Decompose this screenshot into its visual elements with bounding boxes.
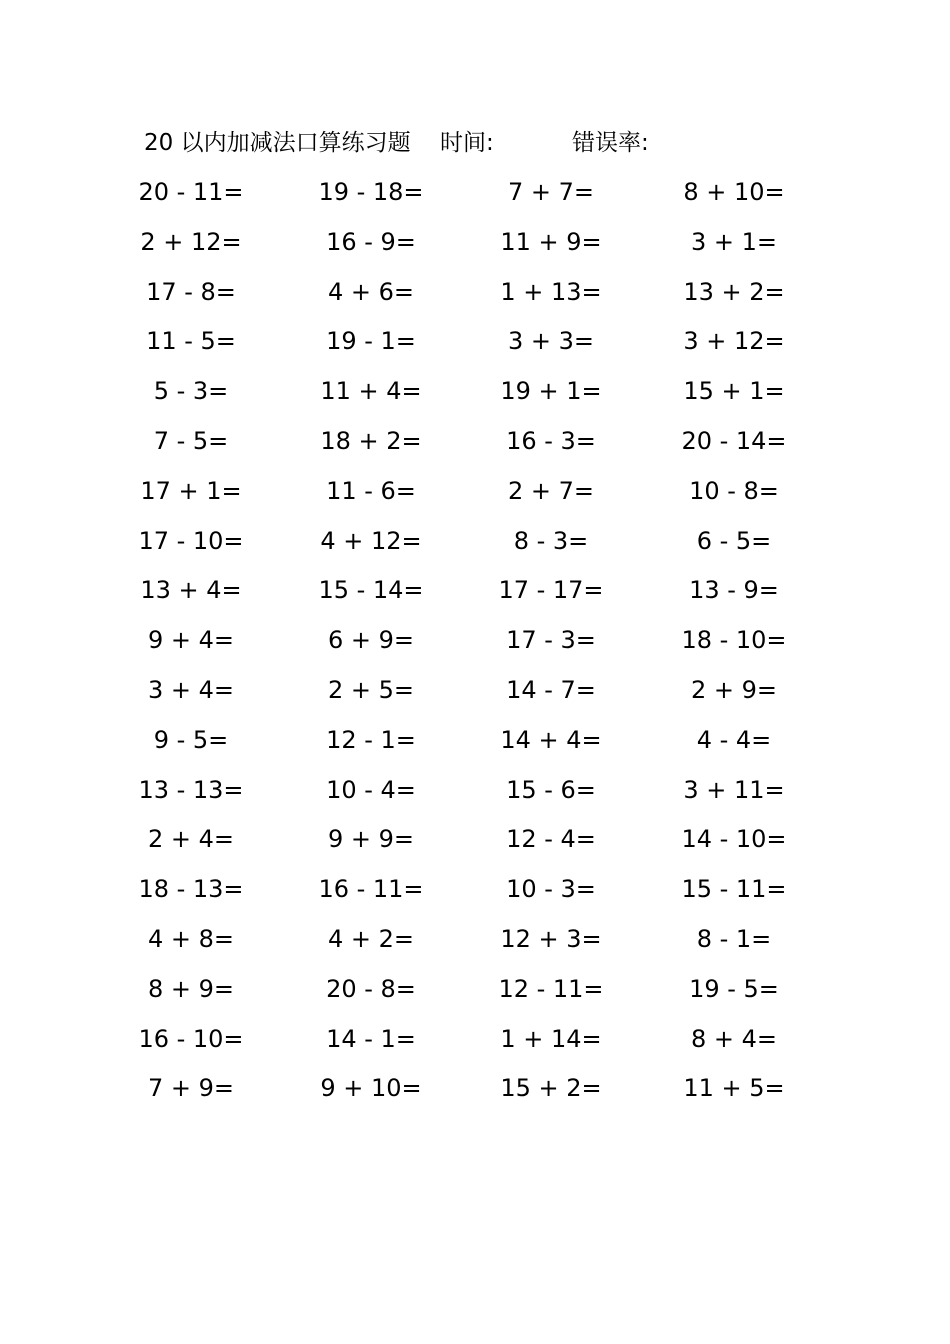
- problem-item: 16 - 10=: [138, 1024, 244, 1053]
- problem-item: 4 - 4=: [696, 725, 772, 754]
- problem-item: 12 - 1=: [326, 725, 416, 754]
- problem-row: [138, 521, 824, 571]
- problem-item: 6 + 9=: [327, 626, 414, 655]
- problem-row: [144, 919, 824, 969]
- problem-item: 20 - 11=: [138, 178, 244, 206]
- problem-row: [144, 272, 824, 322]
- problem-item: 17 + 1=: [140, 476, 242, 505]
- problem-item: 17 - 3=: [506, 626, 596, 655]
- problem-item: 11 - 5=: [146, 327, 236, 356]
- problem-item: 4 + 2=: [327, 924, 414, 953]
- problem-item: 10 - 4=: [326, 775, 416, 804]
- problem-item: 8 + 10=: [683, 178, 785, 206]
- problem-item: 19 - 18=: [318, 178, 424, 206]
- problem-row: [144, 819, 824, 869]
- problem-item: 3 + 1=: [690, 227, 777, 256]
- problem-item: 3 + 11=: [683, 775, 785, 804]
- problem-item: 3 + 4=: [147, 675, 234, 704]
- problem-item: 13 + 4=: [140, 576, 242, 605]
- problem-grid: [138, 172, 824, 1118]
- problem-item: 19 - 1=: [326, 327, 416, 356]
- problem-item: 20 - 8=: [326, 974, 416, 1003]
- problem-item: 8 + 4=: [690, 1024, 777, 1053]
- problem-item: 3 + 3=: [507, 327, 594, 356]
- problem-item: 12 - 11=: [498, 974, 604, 1003]
- problem-item: 13 - 9=: [689, 576, 779, 605]
- problem-item: 4 + 6=: [327, 277, 414, 306]
- problem-item: 8 - 3=: [513, 526, 589, 555]
- problem-item: 14 - 7=: [506, 675, 596, 704]
- problem-item: 15 - 14=: [318, 576, 424, 605]
- problem-item: 2 + 4=: [147, 825, 234, 854]
- problem-row: [138, 869, 824, 919]
- problem-item: 5 - 3=: [153, 377, 229, 406]
- problem-item: 8 + 9=: [147, 974, 234, 1003]
- error-rate-label: 错误率:: [572, 130, 649, 156]
- problem-row: [144, 670, 824, 720]
- problem-item: 16 - 9=: [326, 227, 416, 256]
- problem-item: 1 + 13=: [500, 277, 602, 306]
- problem-item: 13 - 13=: [138, 775, 244, 804]
- problem-item: 11 + 9=: [500, 227, 602, 256]
- problem-row: [144, 1068, 824, 1118]
- problem-row: [144, 371, 824, 421]
- problem-item: 16 - 11=: [318, 875, 424, 904]
- problem-row: [138, 770, 824, 820]
- problem-item: 15 + 2=: [500, 1074, 602, 1103]
- problem-item: 14 + 4=: [500, 725, 602, 754]
- problem-item: 10 - 8=: [689, 476, 779, 505]
- problem-item: 2 + 12=: [140, 227, 242, 256]
- problem-item: 9 - 5=: [153, 725, 229, 754]
- problem-item: 9 + 4=: [147, 626, 234, 655]
- problem-item: 7 + 9=: [147, 1074, 234, 1103]
- problem-item: 18 + 2=: [320, 426, 422, 455]
- problem-item: 12 + 3=: [500, 924, 602, 953]
- problem-item: 18 - 10=: [681, 626, 787, 655]
- problem-item: 19 + 1=: [500, 377, 602, 406]
- problem-item: 18 - 13=: [138, 875, 244, 904]
- problem-item: 11 - 6=: [326, 476, 416, 505]
- problem-row: [138, 1019, 824, 1069]
- problem-row: [138, 172, 824, 222]
- problem-item: 6 - 5=: [696, 526, 772, 555]
- problem-item: 10 - 3=: [506, 875, 596, 904]
- problem-item: 20 - 14=: [681, 426, 787, 455]
- problem-row: [144, 620, 824, 670]
- problem-item: 8 - 1=: [696, 924, 772, 953]
- problem-item: 14 - 1=: [326, 1024, 416, 1053]
- problem-row: [140, 471, 824, 521]
- problem-item: 15 - 6=: [506, 775, 596, 804]
- problem-item: 13 + 2=: [683, 277, 785, 306]
- problem-item: 14 - 10=: [681, 825, 787, 854]
- problem-item: 2 + 7=: [507, 476, 594, 505]
- problem-row: [144, 321, 824, 371]
- problem-item: 2 + 9=: [690, 675, 777, 704]
- problem-row: [144, 421, 824, 471]
- problem-item: 19 - 5=: [689, 974, 779, 1003]
- problem-item: 12 - 4=: [506, 825, 596, 854]
- problem-item: 15 + 1=: [683, 377, 785, 406]
- problem-item: 11 + 5=: [683, 1074, 785, 1103]
- problem-item: 4 + 8=: [147, 924, 234, 953]
- problem-item: 2 + 5=: [327, 675, 414, 704]
- problem-item: 15 - 11=: [681, 875, 787, 904]
- problem-item: 7 - 5=: [153, 426, 229, 455]
- problem-item: 17 - 17=: [498, 576, 604, 605]
- problem-item: 11 + 4=: [320, 377, 422, 406]
- problem-row: [140, 222, 824, 272]
- problem-item: 4 + 12=: [320, 526, 422, 555]
- time-label: 时间:: [440, 130, 494, 156]
- problem-row: [144, 720, 824, 770]
- problem-item: 17 - 8=: [146, 277, 236, 306]
- problem-item: 7 + 7=: [507, 178, 594, 206]
- problem-item: 9 + 10=: [320, 1074, 422, 1103]
- problem-item: 3 + 12=: [683, 327, 785, 356]
- problem-row: [144, 969, 824, 1019]
- problem-row: [140, 570, 824, 620]
- problem-item: 16 - 3=: [506, 426, 596, 455]
- problem-item: 17 - 10=: [138, 526, 244, 555]
- problem-item: 9 + 9=: [327, 825, 414, 854]
- worksheet-title: 20 以内加减法口算练习题: [144, 130, 411, 156]
- problem-item: 1 + 14=: [500, 1024, 602, 1053]
